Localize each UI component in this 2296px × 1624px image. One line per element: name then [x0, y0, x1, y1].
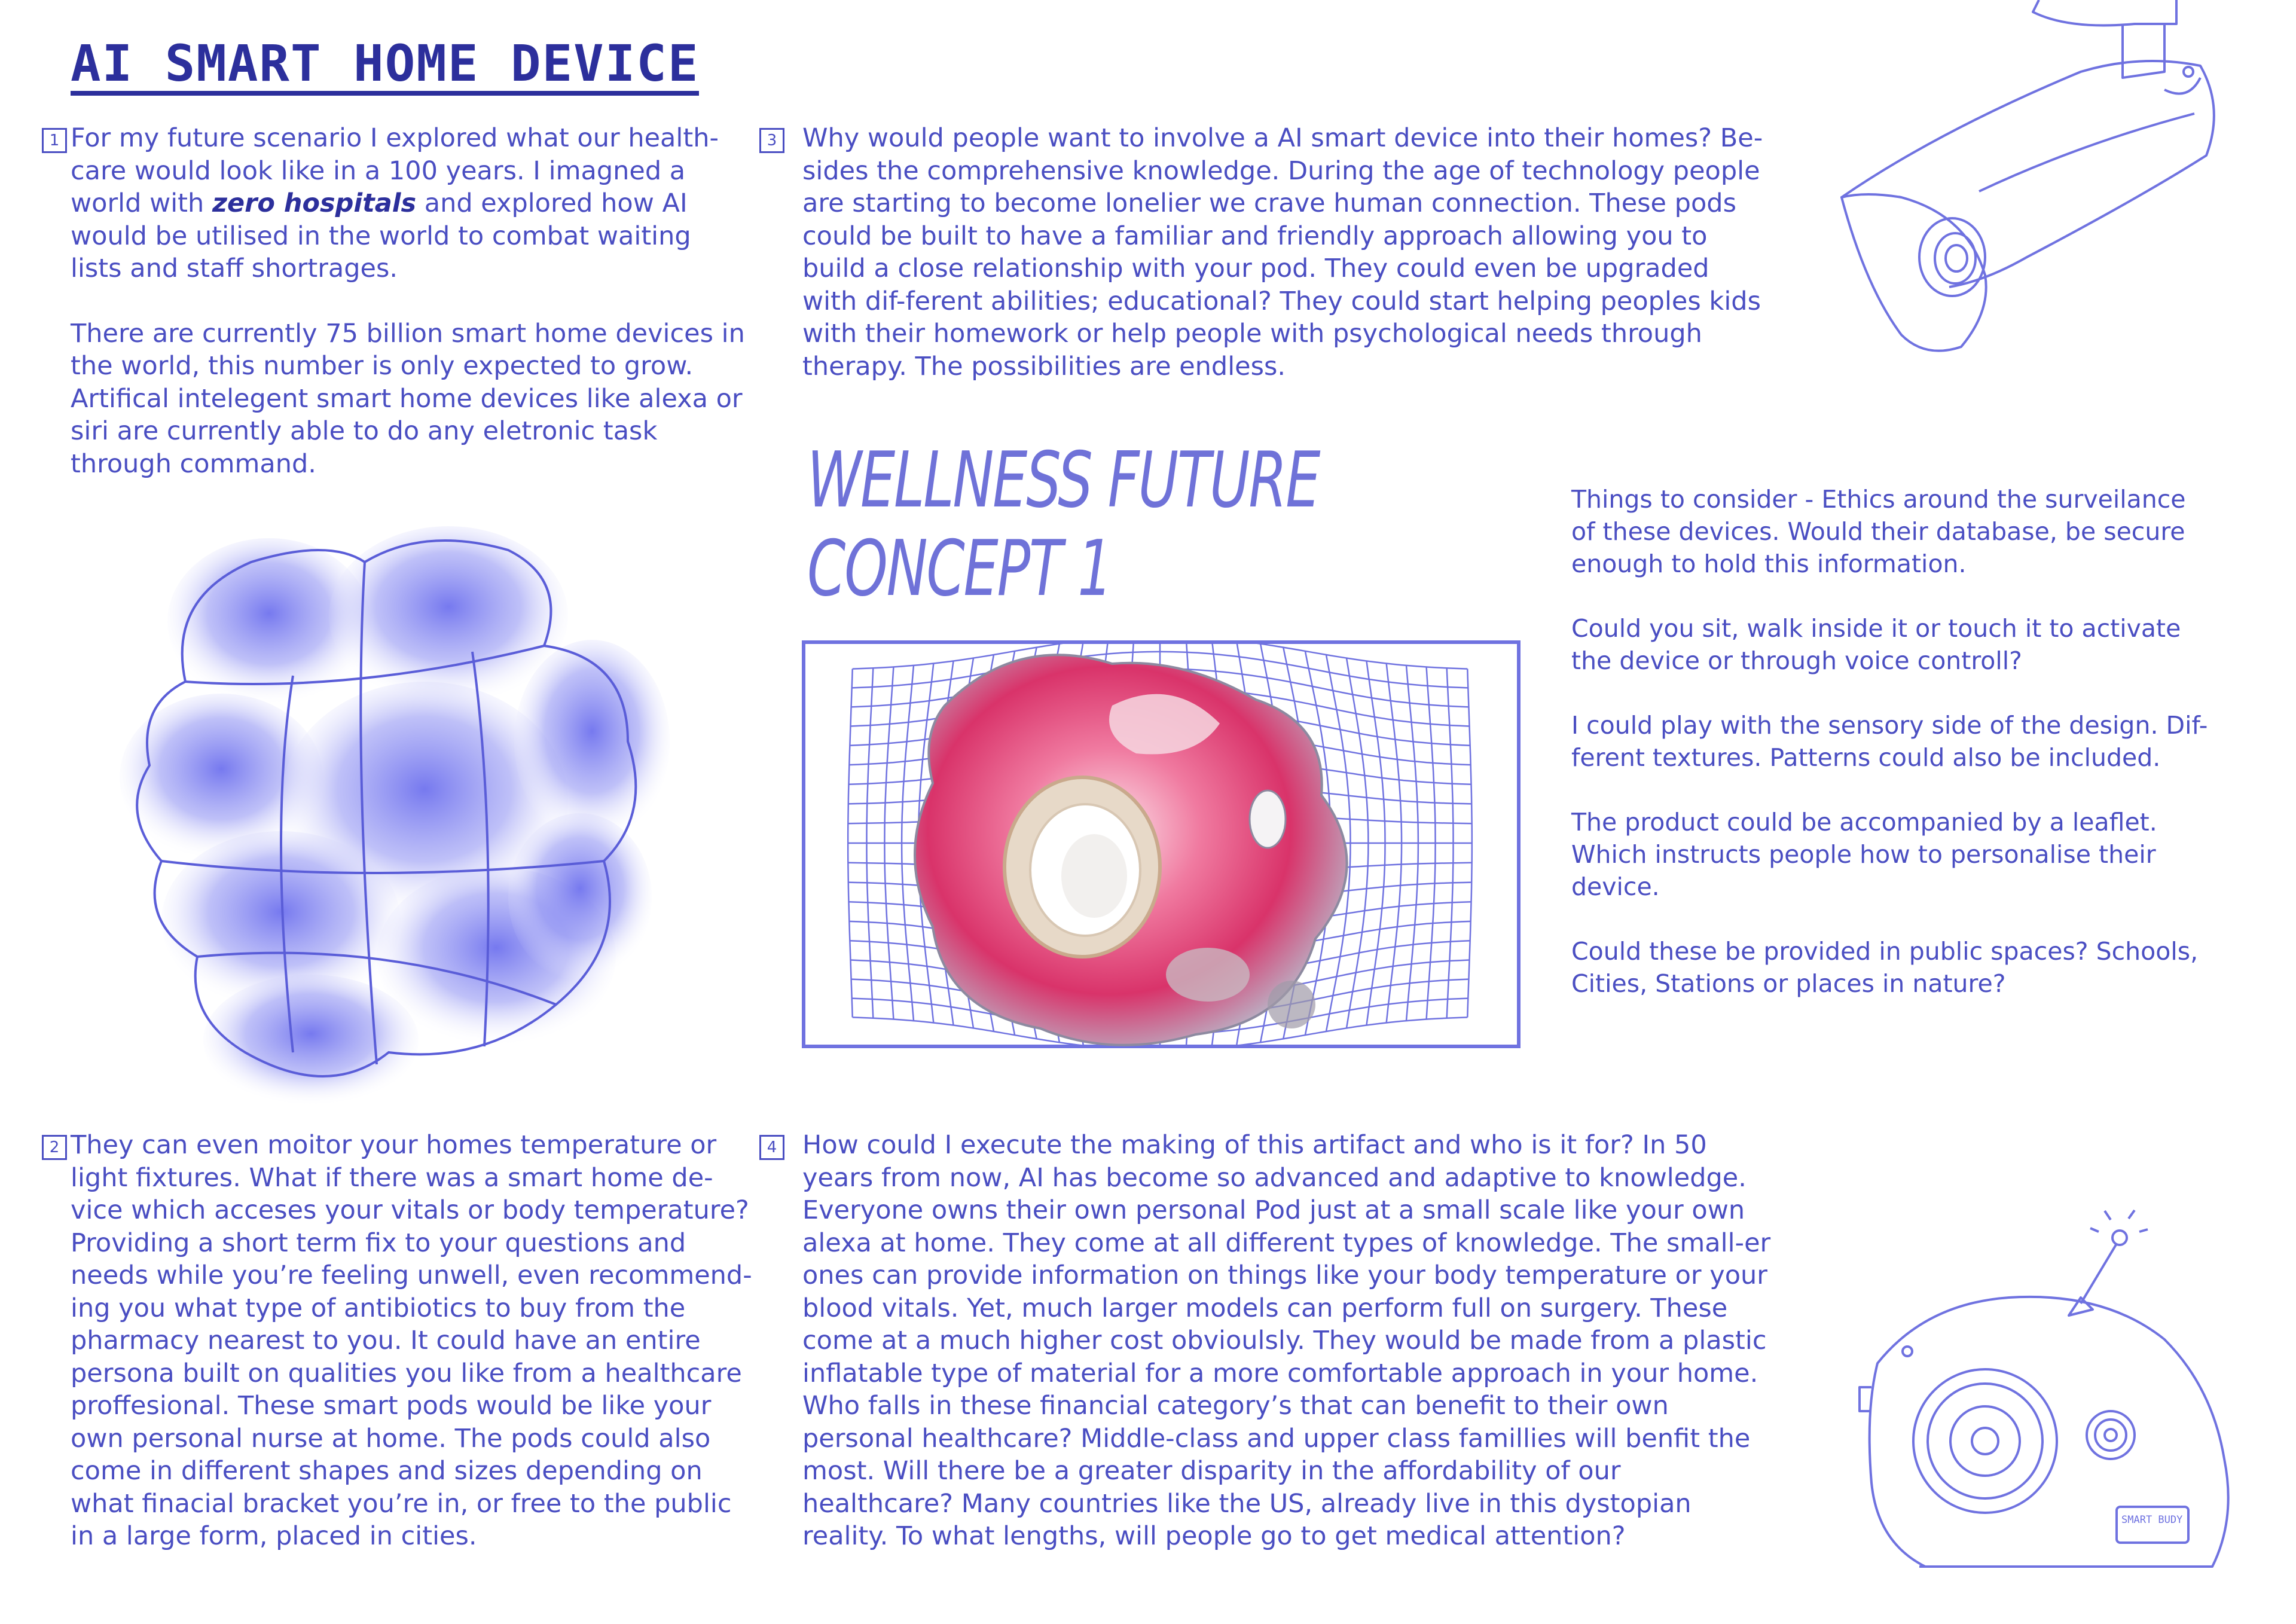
section-2-number: 2 [42, 1135, 67, 1160]
pod-bubble-sketch [114, 526, 700, 1124]
section-3-text [802, 122, 1771, 383]
section-4-text [802, 1129, 1771, 1553]
consideration-2: Could you sit, walk inside it or touch it to activate the device or through voice controll? [1571, 614, 2181, 675]
concept-title [807, 436, 1319, 613]
section-2-paragraph-1: They can even moitor your homes temperature or light fixtures. What if there was a smart home de-vice which acceses your vitals or body temperature? Providing a short term fix to your questions and needs while you’re feeling unwell, even recommend-ing you what type of antibiotics to buy from the pharmacy nearest to you. It could have an entire persona built on qualities you like from a healthcare proffesional. These smart pods would be like your own personal nurse at home. The pods could also come in different shapes and sizes depending on what finacial bracket you’re in, or free to the public in a large form, placed in cities. [71, 1130, 752, 1551]
zero-hospitals-emphasis: zero hospitals [212, 188, 417, 218]
consideration-1: Things to consider - Ethics around the surveilance of these devices. Would their database, be secure enough to hold this information. [1571, 485, 2186, 578]
consideration-5: Could these be provided in public spaces? Schools, Cities, Stations or places in nature? [1571, 937, 2199, 998]
consideration-4: The product could be accompanied by a leaflet. Which instructs people how to personalise their device. [1571, 808, 2157, 901]
section-1-paragraph-2: There are currently 75 billion smart home devices in the world, this number is only expected to grow. Artifical intelegent smart home devices like alexa or siri are currently able to do any eletronic task through command. [71, 318, 745, 479]
section-3-paragraph-1: Why would people want to involve a AI smart device into their homes? Be-sides the comprehensive knowledge. During the age of technology people are starting to become lonelier we crave human connection. These pods could be built to have a familiar and friendly approach allowing you to build a close relationship with your pod. They could even be upgraded with dif-ferent abilities; educational? They could start helping peoples kids with their homework or help people with psychological needs through therapy. The possibilities are endless. [802, 123, 1763, 381]
concept-title-line-2: CONCEPT 1 [807, 524, 1112, 613]
section-1-paragraph-1: For my future scenario I explored what our health-care would look like in a 100 years. I imagned a world with zero hospitals and explored how AI would be utilised in the world to combat waiting lists and staff shortrages. [71, 123, 719, 283]
smart-buddy-sketch [1854, 1208, 2284, 1614]
section-4-number: 4 [759, 1135, 784, 1160]
concept-title-line-1: WELLNESS FUTURE [807, 436, 1320, 525]
concept-render [801, 640, 1525, 1052]
considerations-text [1571, 483, 2211, 1000]
section-3-number: 3 [759, 128, 784, 153]
section-2-text [71, 1129, 752, 1553]
section-1-number: 1 [42, 128, 67, 153]
page-title: AI SMART HOME DEVICE [71, 37, 699, 96]
section-1-text [71, 122, 746, 480]
smart-buddy-label: SMART BUDY [2121, 1514, 2183, 1526]
section-4-paragraph-1: How could I execute the making of this artifact and who is it for? In 50 years from now, AI has become so advanced and adaptive to knowledge. Everyone owns their own personal Pod just at a small scale like your own alexa at home. They come at all different types of knowledge. The small-er ones can provide information on things like your body temperature or your blood vitals. Yet, much larger models can perform full on surgery. These come at a much higher cost obvioulsly. They would be made from a plastic inflatable type of material for a more comfortable approach in your home. Who falls in these financial category’s that can benefit to their own personal healthcare? Middle-class and upper class famillies will benfit the most. Will there be a greater disparity in the affordability of our healthcare? Many countries like the US, already live in this dystopian reality. To what lengths, will people go to get medical attention? [802, 1130, 1771, 1551]
security-camera-sketch [1830, 0, 2248, 383]
consideration-3: I could play with the sensory side of the design. Dif-ferent textures. Patterns could also be included. [1571, 711, 2208, 772]
